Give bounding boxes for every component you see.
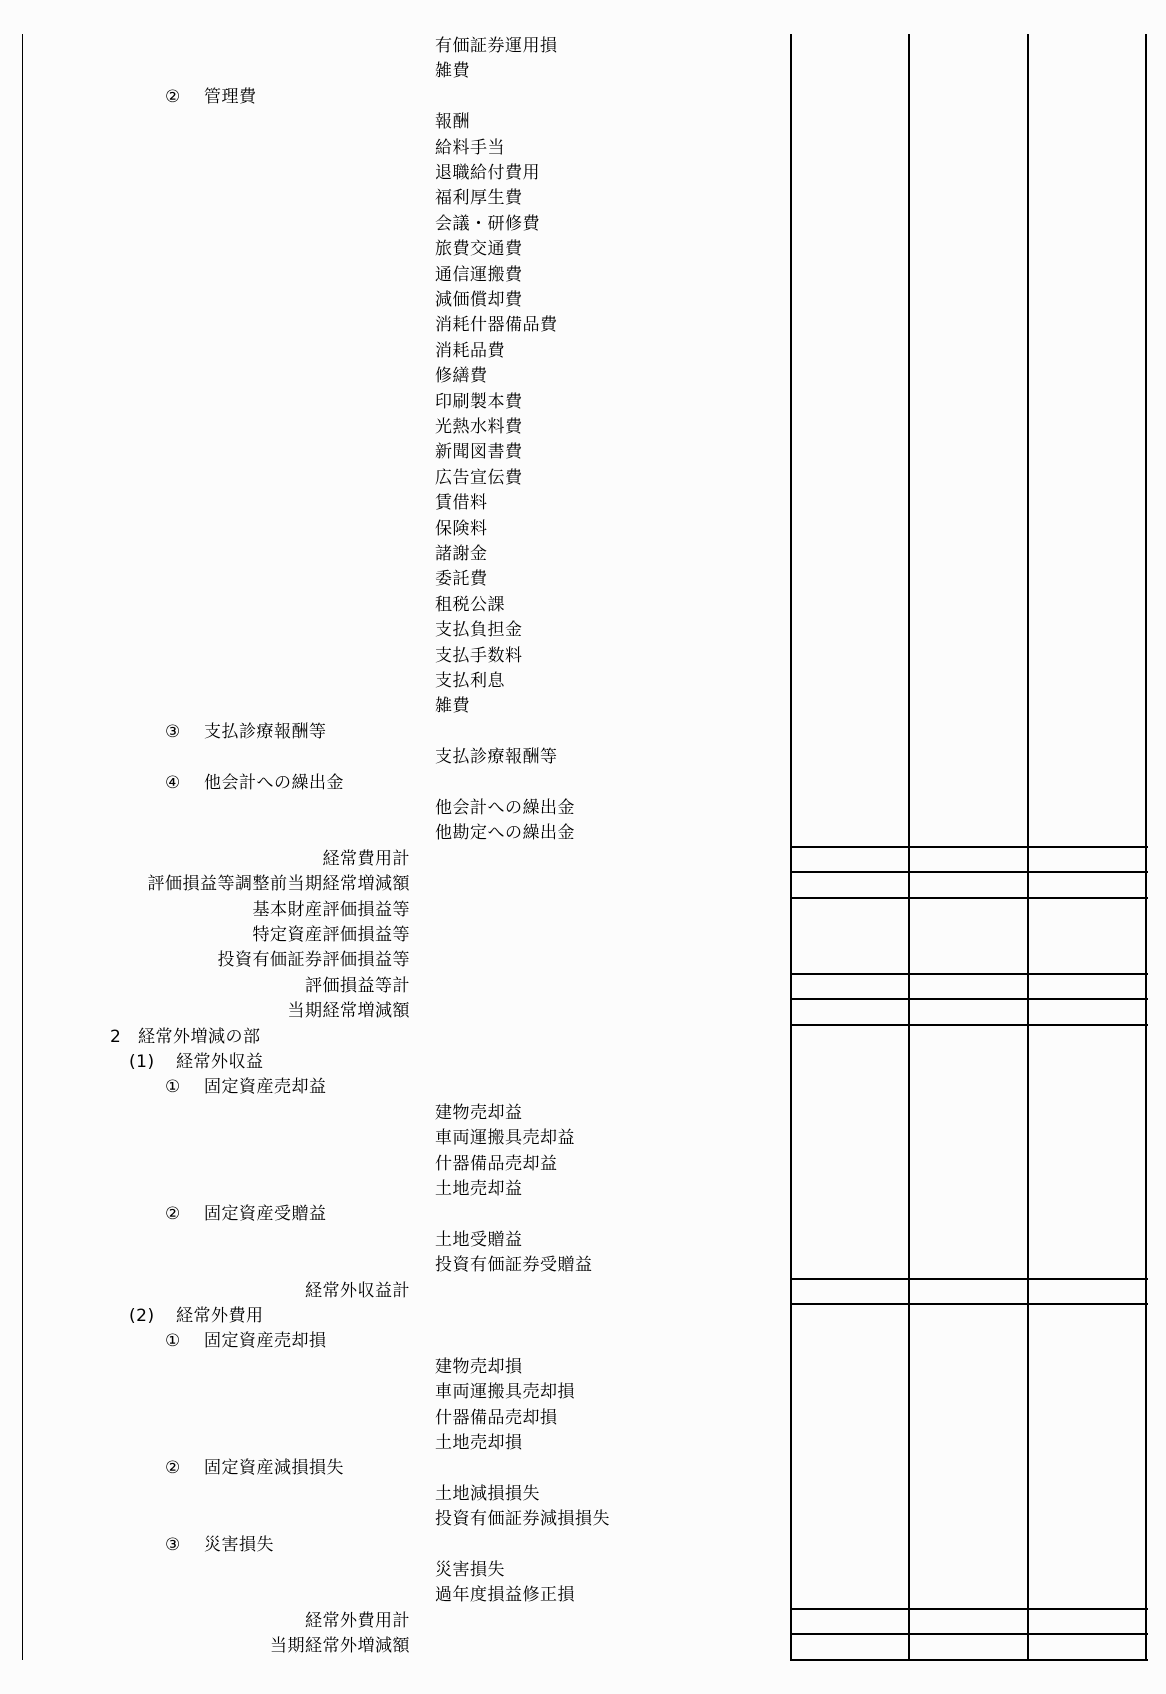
statement-row-sub xyxy=(0,1482,790,1507)
grid-row-rule xyxy=(791,1608,1148,1610)
statement-row-sub xyxy=(0,440,790,465)
statement-row-sub xyxy=(0,339,790,364)
total-label: 基本財産評価損益等 xyxy=(252,899,410,920)
line-item-label: 過年度損益修正損 xyxy=(435,1585,575,1606)
grid-row-rule xyxy=(791,998,1148,1000)
item-number: ① xyxy=(165,1077,181,1098)
total-label: 当期経常増減額 xyxy=(287,1001,410,1022)
statement-row-total xyxy=(0,847,790,872)
line-item-label: 土地売却損 xyxy=(435,1433,523,1453)
statement-row-circle xyxy=(0,1456,790,1481)
statement-row-sub xyxy=(0,1177,790,1202)
category-label: 固定資産売却損 xyxy=(204,1331,327,1352)
grid-row-rule xyxy=(791,1659,1148,1661)
item-number: ① xyxy=(165,1331,181,1352)
line-item-label: 光熱水料費 xyxy=(435,417,523,437)
statement-row-sub xyxy=(0,593,790,618)
grid-row-rule xyxy=(791,871,1148,873)
statement-row-circle xyxy=(0,1329,790,1354)
statement-row-sub xyxy=(0,796,790,821)
line-item-label: 他会計への繰出金 xyxy=(435,798,575,818)
section-label: 経常外増減の部 xyxy=(138,1026,261,1047)
line-item-label: 土地受贈益 xyxy=(435,1229,523,1250)
statement-row-sub xyxy=(0,212,790,237)
line-item-label: 新聞図書費 xyxy=(435,442,523,463)
statement-row-sub xyxy=(0,1507,790,1532)
statement-row-sub xyxy=(0,542,790,567)
total-label: 経常外費用計 xyxy=(305,1610,410,1631)
statement-row-sub xyxy=(0,694,790,719)
line-item-label: 消耗品費 xyxy=(435,340,505,361)
line-item-label: 支払負担金 xyxy=(435,620,523,641)
line-item-label: 広告宣伝費 xyxy=(435,467,523,488)
statement-row-sub xyxy=(0,110,790,135)
statement-row-total xyxy=(0,1634,790,1659)
statement-row-sub xyxy=(0,186,790,211)
statement-row-total xyxy=(0,948,790,973)
total-label: 特定資産評価損益等 xyxy=(252,925,410,945)
item-number: ② xyxy=(165,86,181,107)
line-item-label: 減価償却費 xyxy=(435,290,523,310)
line-item-label: 災害損失 xyxy=(435,1560,505,1580)
category-label: 災害損失 xyxy=(204,1534,274,1555)
group-label: 経常外収益 xyxy=(176,1052,264,1072)
statement-row-total xyxy=(0,872,790,897)
statement-row-sub xyxy=(0,59,790,84)
line-item-label: 投資有価証券受贈益 xyxy=(435,1255,593,1276)
line-item-label: 会議・研修費 xyxy=(435,213,540,234)
line-item-label: 印刷製本費 xyxy=(435,391,523,412)
category-label: 固定資産売却益 xyxy=(204,1077,327,1098)
statement-row-sub xyxy=(0,1126,790,1151)
statement-row-sub xyxy=(0,390,790,415)
line-item-label: 車両運搬具売却損 xyxy=(435,1382,575,1403)
line-item-label: 建物売却損 xyxy=(435,1356,523,1377)
grid-row-rule xyxy=(791,973,1148,975)
section-number: 2 xyxy=(110,1026,122,1047)
statement-row-total xyxy=(0,898,790,923)
group-label: 経常外費用 xyxy=(176,1306,264,1326)
statement-row-sub xyxy=(0,644,790,669)
statement-row-sub xyxy=(0,1228,790,1253)
grid-row-rule xyxy=(791,1633,1148,1635)
line-item-label: 車両運搬具売却益 xyxy=(435,1128,575,1149)
statement-row-total xyxy=(0,923,790,948)
grid-row-rule xyxy=(791,1024,1148,1026)
total-label: 当期経常外増減額 xyxy=(270,1636,410,1657)
statement-row-sub xyxy=(0,745,790,770)
statement-row-sub xyxy=(0,1431,790,1456)
statement-row-circle xyxy=(0,1075,790,1100)
total-label: 投資有価証券評価損益等 xyxy=(217,950,410,971)
line-item-label: 投資有価証券減損損失 xyxy=(435,1509,610,1530)
item-number: (1) xyxy=(129,1052,155,1072)
category-label: 固定資産減損損失 xyxy=(204,1458,344,1479)
statement-row-total xyxy=(0,1279,790,1304)
statement-row-sub xyxy=(0,821,790,846)
statement-row-sub xyxy=(0,415,790,440)
statement-row-sub xyxy=(0,161,790,186)
statement-row-circle xyxy=(0,85,790,110)
statement-row-sub xyxy=(0,1253,790,1278)
line-item-label: 保険料 xyxy=(435,518,488,539)
total-label: 評価損益等計 xyxy=(305,975,410,996)
line-item-label: 修繕費 xyxy=(435,366,488,387)
category-label: 管理費 xyxy=(204,86,257,107)
line-item-label: 他勘定への繰出金 xyxy=(435,823,575,844)
item-number: ② xyxy=(165,1458,181,1479)
statement-row-circle xyxy=(0,720,790,745)
category-label: 他会計への繰出金 xyxy=(204,772,344,793)
statement-row-paren xyxy=(0,1050,790,1075)
statement-row-sub xyxy=(0,34,790,59)
total-label: 経常外収益計 xyxy=(305,1280,410,1301)
statement-row-sub xyxy=(0,1101,790,1126)
line-item-label: 支払手数料 xyxy=(435,645,523,666)
line-item-label: 雑費 xyxy=(435,61,470,82)
statement-row-sub xyxy=(0,567,790,592)
statement-row-sub xyxy=(0,1558,790,1583)
line-item-label: 土地減損損失 xyxy=(435,1483,540,1504)
statement-row-sub xyxy=(0,1355,790,1380)
line-item-label: 委託費 xyxy=(435,569,488,590)
statement-row-sub xyxy=(0,1583,790,1608)
line-item-label: 雑費 xyxy=(435,696,470,717)
statement-row-sub xyxy=(0,263,790,288)
item-number: (2) xyxy=(129,1306,155,1326)
line-item-label: 租税公課 xyxy=(435,594,505,615)
category-label: 固定資産受贈益 xyxy=(204,1204,327,1225)
line-item-label: 支払診療報酬等 xyxy=(435,747,558,768)
grid-row-rule xyxy=(791,846,1148,848)
grid-row-rule xyxy=(791,1303,1148,1305)
line-item-label: 給料手当 xyxy=(435,137,505,158)
item-number: ③ xyxy=(165,721,181,742)
statement-row-sub xyxy=(0,1152,790,1177)
statement-row-sub xyxy=(0,136,790,161)
line-item-label: 建物売却益 xyxy=(435,1102,523,1123)
statement-row-sub xyxy=(0,1406,790,1431)
line-item-label: 什器備品売却益 xyxy=(435,1153,558,1174)
statement-row-total xyxy=(0,999,790,1024)
line-item-label: 什器備品売却損 xyxy=(435,1407,558,1428)
statement-row-sub xyxy=(0,618,790,643)
total-label: 経常費用計 xyxy=(322,848,410,869)
statement-row-section xyxy=(0,1025,790,1050)
line-item-label: 賃借料 xyxy=(435,493,488,514)
line-item-label: 福利厚生費 xyxy=(435,188,523,209)
category-label: 支払診療報酬等 xyxy=(204,721,327,742)
statement-row-sub xyxy=(0,313,790,338)
statement-row-sub xyxy=(0,466,790,491)
statement-row-circle xyxy=(0,771,790,796)
line-item-label: 退職給付費用 xyxy=(435,163,540,183)
statement-row-sub xyxy=(0,669,790,694)
statement-row-sub xyxy=(0,364,790,389)
item-number: ② xyxy=(165,1204,181,1225)
line-item-label: 諸謝金 xyxy=(435,544,488,564)
statement-row-sub xyxy=(0,517,790,542)
total-label: 評価損益等調整前当期経常増減額 xyxy=(147,874,410,895)
statement-row-sub xyxy=(0,237,790,262)
item-number: ④ xyxy=(165,772,181,793)
statement-row-paren xyxy=(0,1304,790,1329)
line-item-label: 通信運搬費 xyxy=(435,264,523,285)
statement-row-sub xyxy=(0,288,790,313)
grid-row-rule xyxy=(791,897,1148,899)
line-item-label: 土地売却益 xyxy=(435,1179,523,1199)
line-item-label: 支払利息 xyxy=(435,671,505,691)
statement-row-total xyxy=(0,1609,790,1634)
statement-row-circle xyxy=(0,1202,790,1227)
grid-row-rule xyxy=(791,1278,1148,1280)
statement-row-sub xyxy=(0,491,790,516)
line-item-label: 旅費交通費 xyxy=(435,239,523,260)
item-number: ③ xyxy=(165,1534,181,1555)
line-item-label: 有価証券運用損 xyxy=(435,36,558,56)
statement-row-sub xyxy=(0,1380,790,1405)
statement-row-circle xyxy=(0,1533,790,1558)
line-item-label: 報酬 xyxy=(435,112,470,133)
line-item-label: 消耗什器備品費 xyxy=(435,315,558,336)
statement-row-total xyxy=(0,974,790,999)
